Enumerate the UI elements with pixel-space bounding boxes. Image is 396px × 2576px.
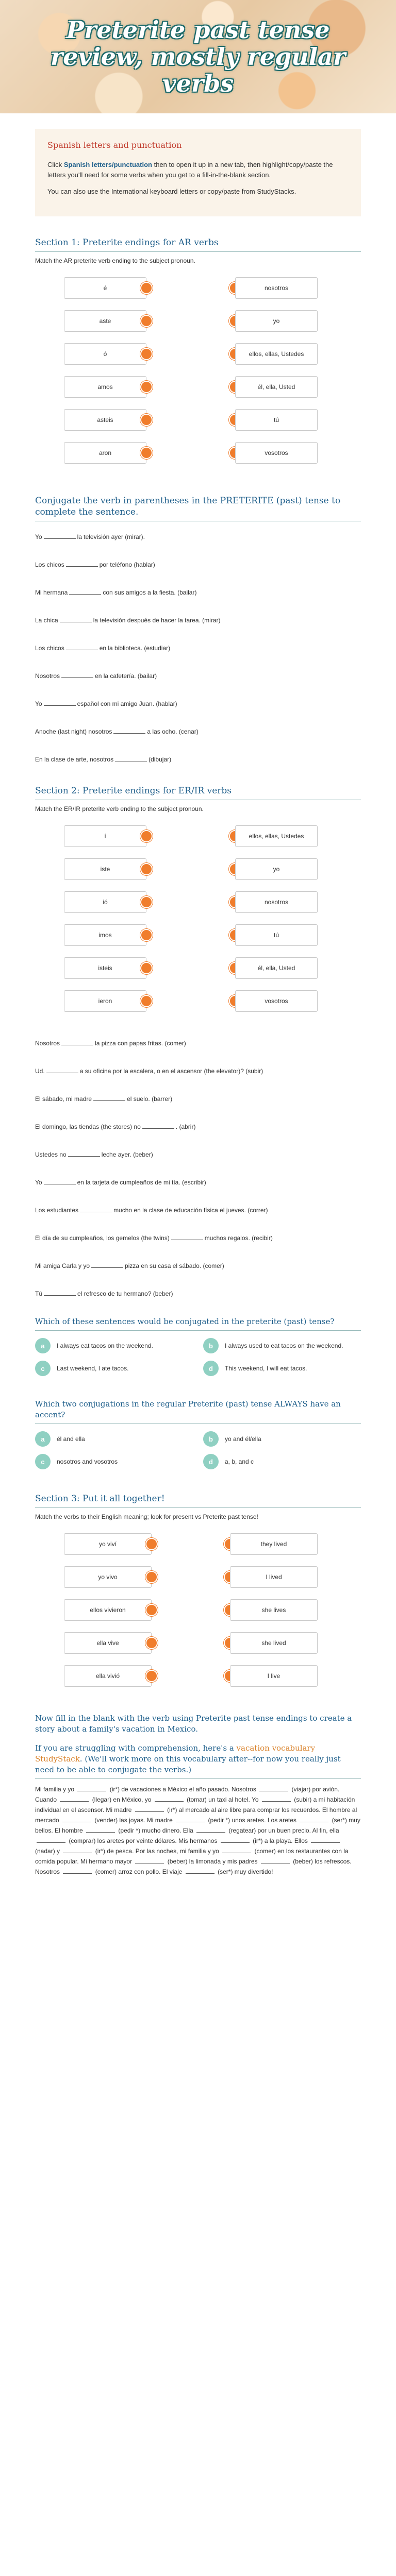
question2-options xyxy=(35,1431,361,1469)
match-row xyxy=(54,370,342,403)
match-connector-dot[interactable] xyxy=(145,1538,158,1550)
answer-blank-input[interactable] xyxy=(93,1094,125,1101)
fill-sentence xyxy=(35,1289,361,1299)
section1-instruction: Match the AR preterite verb ending to the subject pronoun. xyxy=(35,257,195,264)
fill-sentence xyxy=(35,1233,361,1243)
fill-sentence xyxy=(35,1149,361,1160)
match-right-item[interactable]: vosotros xyxy=(235,442,318,464)
answer-blank-input[interactable] xyxy=(63,1846,92,1853)
option-text: yo and él/ella xyxy=(225,1435,261,1443)
story-text: (ir*) al mercado al aire libre para comprar los recuerdos. El hombre al mercado xyxy=(35,1806,357,1824)
match-row xyxy=(54,1659,342,1692)
section2-instruction: Match the ER/IR preterite verb ending to the subject pronoun. xyxy=(35,805,204,812)
sentence-text: mucho en la clase de educación física el jueves. (correr) xyxy=(113,1207,268,1214)
answer-blank-input[interactable] xyxy=(60,1794,89,1802)
match-left-item[interactable]: imos xyxy=(64,924,146,946)
sentence-text: Los chicos xyxy=(35,645,64,652)
story-paragraph xyxy=(35,1784,361,1877)
option-letter-badge: a xyxy=(35,1338,51,1353)
sentence-text: Mi amiga Carla y yo xyxy=(35,1262,90,1269)
section3-instruction: Match the verbs to their English meaning; look for present vs Preterite past tense! xyxy=(35,1513,258,1520)
sentence-text: El domingo, las tiendas (the stores) no xyxy=(35,1123,141,1130)
fill-sentence xyxy=(35,1038,361,1048)
story-text: (ir*) a la playa. Ellos xyxy=(253,1837,308,1844)
match-connector-dot[interactable] xyxy=(145,1670,158,1682)
answer-blank-input[interactable] xyxy=(262,1794,291,1802)
match-left-item[interactable]: ellos vivieron xyxy=(64,1599,152,1621)
match-connector-dot[interactable] xyxy=(140,348,153,360)
story-subtitle xyxy=(35,1743,361,1779)
question1-text: Which of these sentences would be conjugated in the preterite (past) tense? xyxy=(35,1316,361,1331)
story-subtitle-text: If you are struggling with comprehension, here's a xyxy=(35,1743,237,1753)
match-connector-dot[interactable] xyxy=(140,962,153,974)
match-row xyxy=(54,919,342,952)
match-left-item[interactable]: ó xyxy=(64,343,146,365)
answer-option[interactable] xyxy=(35,1454,193,1469)
intro-paragraph-2: You can also use the International keyboard letters or copy/paste from StudyStacks. xyxy=(47,188,296,195)
answer-blank-input[interactable] xyxy=(311,1836,340,1843)
sentence-text: a las ocho. (cenar) xyxy=(147,728,199,735)
option-letter-badge: d xyxy=(203,1454,219,1469)
sentence-text: en la tarjeta de cumpleaños de mi tía. (escribir) xyxy=(77,1179,206,1186)
answer-blank-input[interactable] xyxy=(91,1261,123,1268)
story-text: (ser*) muy divertido! xyxy=(218,1868,273,1875)
answer-blank-input[interactable] xyxy=(66,560,98,567)
fill-sentence xyxy=(35,1066,361,1076)
match-connector-dot[interactable] xyxy=(140,830,153,842)
match-row xyxy=(54,1528,342,1561)
intro-box xyxy=(35,129,361,216)
section3-matching xyxy=(54,1528,342,1692)
sentence-text: Yo xyxy=(35,533,42,540)
match-right-item[interactable]: nosotros xyxy=(235,891,318,913)
match-connector-dot[interactable] xyxy=(145,1637,158,1649)
option-text: I always eat tacos on the weekend. xyxy=(57,1342,153,1349)
match-row xyxy=(54,403,342,436)
match-left-item[interactable]: aste xyxy=(64,310,146,332)
sentence-text: La chica xyxy=(35,617,58,624)
answer-option[interactable] xyxy=(203,1338,361,1353)
fill-sentence xyxy=(35,1122,361,1132)
sentence-text: El sábado, mi madre xyxy=(35,1095,92,1103)
sentence-text: Yo xyxy=(35,1179,42,1186)
story-text: (ser*) muy bellos. El hombre xyxy=(35,1817,360,1834)
story-text: (comer) en los restaurantes con la comida popular. Mi hermano mayor xyxy=(35,1848,349,1865)
conj1-sentences xyxy=(35,532,361,765)
answer-option[interactable] xyxy=(203,1431,361,1447)
title-banner xyxy=(0,0,396,113)
story-subtitle-text: . (We'll work more on this vocabulary after--for now you really just need to be able to conjugate the verbs.) xyxy=(35,1754,341,1774)
fill-sentence xyxy=(35,615,361,625)
match-right-item[interactable]: tú xyxy=(235,924,318,946)
sentence-text: con sus amigos a la fiesta. (bailar) xyxy=(103,589,197,596)
sentence-text: Yo xyxy=(35,700,42,707)
sentence-text: pizza en su casa el sábado. (comer) xyxy=(125,1262,224,1269)
sentence-text: El día de su cumpleaños, los gemelos (the twins) xyxy=(35,1234,170,1242)
worksheet-content xyxy=(0,129,396,1877)
section1-heading: Section 1: Preterite endings for AR verbs xyxy=(35,237,361,252)
answer-blank-input[interactable] xyxy=(86,1825,115,1833)
match-right-item[interactable]: they lived xyxy=(230,1533,318,1555)
match-right-item[interactable]: tú xyxy=(235,409,318,431)
spanish-letters-link[interactable]: Spanish letters/punctuation xyxy=(63,161,152,168)
answer-blank-input[interactable] xyxy=(61,671,93,678)
answer-blank-input[interactable] xyxy=(46,1066,78,1073)
story-text: (vender) las joyas. Mi madre xyxy=(94,1817,173,1824)
match-connector-dot[interactable] xyxy=(140,381,153,393)
story-text: (pedir *) unos aretes. Los aretes xyxy=(208,1817,296,1824)
match-right-item[interactable]: él, ella, Usted xyxy=(235,376,318,398)
match-connector-dot[interactable] xyxy=(145,1604,158,1616)
section2-heading: Section 2: Preterite endings for ER/IR verbs xyxy=(35,785,361,800)
sentence-text: la televisión después de hacer la tarea. (mirar) xyxy=(93,617,221,624)
answer-blank-input[interactable] xyxy=(80,1205,112,1212)
option-letter-badge: d xyxy=(203,1361,219,1376)
answer-blank-input[interactable] xyxy=(77,1784,106,1791)
match-left-item[interactable]: ió xyxy=(64,891,146,913)
match-row xyxy=(54,886,342,919)
answer-blank-input[interactable] xyxy=(44,699,76,706)
answer-option[interactable] xyxy=(203,1454,361,1469)
sentence-text: . (abrir) xyxy=(175,1123,196,1130)
answer-blank-input[interactable] xyxy=(261,1856,290,1863)
fill-sentence xyxy=(35,1261,361,1271)
answer-option[interactable] xyxy=(203,1361,361,1376)
option-letter-badge: c xyxy=(35,1454,51,1469)
answer-blank-input[interactable] xyxy=(60,615,92,622)
story-text: (regatear) por un buen precio. Al fin, ella xyxy=(228,1827,339,1834)
option-text: Last weekend, I ate tacos. xyxy=(57,1364,129,1372)
fill-sentence xyxy=(35,560,361,570)
sentence-text: en la biblioteca. (estudiar) xyxy=(99,645,171,652)
answer-blank-input[interactable] xyxy=(176,1815,205,1822)
section2-matching xyxy=(54,820,342,1018)
intro-heading: Spanish letters and punctuation xyxy=(47,140,182,150)
sentence-text: muchos regalos. (recibir) xyxy=(204,1234,273,1242)
match-left-item[interactable]: iste xyxy=(64,858,146,880)
story-text: (comer) arroz con pollo. El viaje xyxy=(95,1868,183,1875)
answer-blank-input[interactable] xyxy=(171,1233,203,1240)
match-connector-dot[interactable] xyxy=(140,414,153,426)
story-text: (ir*) de vacaciones a México el año pasado. Nosotros xyxy=(109,1786,256,1793)
match-right-item[interactable]: él, ella, Usted xyxy=(235,957,318,979)
sentence-text: Nosotros xyxy=(35,672,60,680)
section1-matching xyxy=(54,272,342,469)
option-letter-badge: b xyxy=(203,1431,219,1447)
intro-text: then to open it up in a new tab, then highlight/copy/paste the letters you'll need for some verbs when you get to a fill-in-the-blank section. xyxy=(47,161,333,179)
answer-blank-input[interactable] xyxy=(68,1149,100,1157)
sentence-text: la televisión ayer (mirar). xyxy=(77,533,145,540)
story-text: (pedir *) mucho dinero. Ella xyxy=(118,1827,193,1834)
sentence-text: Anoche (last night) nosotros xyxy=(35,728,112,735)
match-right-item[interactable]: I live xyxy=(230,1665,318,1687)
answer-option[interactable] xyxy=(35,1361,193,1376)
intro-text: Click xyxy=(47,161,64,168)
option-letter-badge: b xyxy=(203,1338,219,1353)
match-left-item[interactable]: yo vivo xyxy=(64,1566,152,1588)
answer-blank-input[interactable] xyxy=(61,1038,93,1045)
story-text: (tomar) un taxi al hotel. Yo xyxy=(187,1796,259,1803)
answer-blank-input[interactable] xyxy=(44,1177,76,1184)
conj2-sentences xyxy=(35,1038,361,1299)
match-row xyxy=(54,436,342,469)
answer-blank-input[interactable] xyxy=(44,1289,76,1296)
match-connector-dot[interactable] xyxy=(140,863,153,875)
match-connector-dot[interactable] xyxy=(145,1571,158,1583)
answer-blank-input[interactable] xyxy=(142,1122,174,1129)
fill-sentence xyxy=(35,699,361,709)
match-left-item[interactable]: ella vivió xyxy=(64,1665,152,1687)
match-right-item[interactable]: vosotros xyxy=(235,990,318,1012)
answer-blank-input[interactable] xyxy=(37,1836,65,1843)
match-left-item[interactable]: yo viví xyxy=(64,1533,152,1555)
story-text: (llegar) en México, yo xyxy=(92,1796,152,1803)
sentence-text: a su oficina por la escalera, o en el ascensor (the elevator)? (subir) xyxy=(79,1067,263,1075)
fill-sentence xyxy=(35,1205,361,1215)
story-text: (beber) la limonada y mis padres xyxy=(167,1858,258,1865)
sentence-text: en la cafetería. (bailar) xyxy=(95,672,157,680)
answer-blank-input[interactable] xyxy=(135,1856,164,1863)
sentence-text: Nosotros xyxy=(35,1040,60,1047)
story-title: Now fill in the blank with the verb using Preterite past tense endings to create a story about a family's vacation in Mexico. xyxy=(35,1714,352,1734)
fill-sentence xyxy=(35,587,361,598)
page-title: Preterite past tense review, mostly regular verbs xyxy=(50,16,346,97)
sentence-text: Ud. xyxy=(35,1067,45,1075)
fill-sentence xyxy=(35,532,361,542)
sentence-text: la pizza con papas fritas. (comer) xyxy=(95,1040,186,1047)
match-row xyxy=(54,985,342,1018)
answer-blank-input[interactable] xyxy=(69,587,101,595)
sentence-text: el suelo. (barrer) xyxy=(127,1095,173,1103)
match-connector-dot[interactable] xyxy=(140,929,153,941)
match-left-item[interactable]: ella vive xyxy=(64,1632,152,1654)
match-connector-dot[interactable] xyxy=(140,995,153,1007)
match-right-item[interactable]: she lives xyxy=(230,1599,318,1621)
option-text: I always used to eat tacos on the weekend. xyxy=(225,1342,343,1349)
sentence-text: Ustedes no xyxy=(35,1151,67,1158)
fill-sentence xyxy=(35,754,361,765)
answer-blank-input[interactable] xyxy=(115,754,147,761)
answer-blank-input[interactable] xyxy=(196,1825,225,1833)
match-right-item[interactable]: nosotros xyxy=(235,277,318,299)
question1-options xyxy=(35,1338,361,1376)
fill-sentence xyxy=(35,726,361,737)
story-text: (ir*) de pesca. Por las noches, mi familia y yo xyxy=(95,1848,219,1855)
vocabulary-studystack-link[interactable]: vacation vocabulary StudyStack xyxy=(35,1743,316,1764)
section3-heading: Section 3: Put it all together! xyxy=(35,1493,361,1508)
answer-blank-input[interactable] xyxy=(300,1815,328,1822)
answer-blank-input[interactable] xyxy=(221,1836,250,1843)
match-row xyxy=(54,1594,342,1626)
sentence-text: Mi hermana xyxy=(35,589,68,596)
fill-sentence xyxy=(35,643,361,653)
option-letter-badge: c xyxy=(35,1361,51,1376)
story-text: (beber) los refrescos. Nosotros xyxy=(35,1858,352,1875)
match-connector-dot[interactable] xyxy=(140,282,153,294)
match-row xyxy=(54,820,342,853)
story-text: (nadar) y xyxy=(35,1848,60,1855)
match-connector-dot[interactable] xyxy=(140,447,153,459)
sentence-text: En la clase de arte, nosotros xyxy=(35,756,114,763)
story-text: (comprar) los aretes por veinte dólares. Mis hermanos xyxy=(69,1837,218,1844)
answer-blank-input[interactable] xyxy=(186,1867,214,1874)
fill-sentence xyxy=(35,1177,361,1188)
conj1-heading: Conjugate the verb in parentheses in the PRETERITE (past) tense to complete the sentence. xyxy=(35,495,361,521)
sentence-text: (dibujar) xyxy=(148,756,172,763)
sentence-text: por teléfono (hablar) xyxy=(99,561,155,568)
match-row xyxy=(54,952,342,985)
match-row xyxy=(54,1626,342,1659)
option-text: él and ella xyxy=(57,1435,85,1443)
answer-option[interactable] xyxy=(35,1431,193,1447)
answer-blank-input[interactable] xyxy=(259,1784,288,1791)
answer-blank-input[interactable] xyxy=(66,643,98,650)
sentence-text: Los estudiantes xyxy=(35,1207,79,1214)
match-row xyxy=(54,272,342,304)
match-right-item[interactable]: I lived xyxy=(230,1566,318,1588)
sentence-text: español con mi amigo Juan. (hablar) xyxy=(77,700,177,707)
match-left-item[interactable]: é xyxy=(64,277,146,299)
intro-paragraph-1 xyxy=(47,160,349,180)
answer-blank-input[interactable] xyxy=(135,1805,164,1812)
sentence-text: el refresco de tu hermano? (beber) xyxy=(77,1290,173,1297)
match-right-item[interactable]: she lived xyxy=(230,1632,318,1654)
match-left-item[interactable]: asteis xyxy=(64,409,146,431)
fill-sentence xyxy=(35,1094,361,1104)
story-text: Mi familia y yo xyxy=(35,1786,75,1793)
match-connector-dot[interactable] xyxy=(140,315,153,327)
answer-blank-input[interactable] xyxy=(222,1846,251,1853)
option-letter-badge: a xyxy=(35,1431,51,1447)
match-connector-dot[interactable] xyxy=(140,896,153,908)
match-row xyxy=(54,853,342,886)
answer-option[interactable] xyxy=(35,1338,193,1353)
answer-blank-input[interactable] xyxy=(62,1815,91,1822)
match-right-item[interactable]: ellos, ellas, Ustedes xyxy=(235,825,318,847)
option-text: This weekend, I will eat tacos. xyxy=(225,1364,307,1372)
sentence-text: Los chicos xyxy=(35,561,64,568)
match-row xyxy=(54,304,342,337)
match-row xyxy=(54,337,342,370)
match-row xyxy=(54,1561,342,1594)
match-left-item[interactable]: í xyxy=(64,825,146,847)
story-text: (subir) a mi habitación individual en el ascensor. Mi madre xyxy=(35,1796,355,1814)
match-right-item[interactable]: yo xyxy=(235,858,318,880)
match-left-item[interactable]: isteis xyxy=(64,957,146,979)
match-right-item[interactable]: yo xyxy=(235,310,318,332)
sentence-text: leche ayer. (beber) xyxy=(101,1151,153,1158)
match-right-item[interactable]: ellos, ellas, Ustedes xyxy=(235,343,318,365)
sentence-text: Tú xyxy=(35,1290,43,1297)
option-text: a, b, and c xyxy=(225,1458,254,1465)
answer-blank-input[interactable] xyxy=(63,1867,92,1874)
answer-blank-input[interactable] xyxy=(155,1794,184,1802)
match-left-item[interactable]: ieron xyxy=(64,990,146,1012)
match-left-item[interactable]: aron xyxy=(64,442,146,464)
fill-sentence xyxy=(35,671,361,681)
story-text: (viajar) por avión. Cuando xyxy=(35,1786,340,1803)
match-left-item[interactable]: amos xyxy=(64,376,146,398)
question2-text: Which two conjugations in the regular Preterite (past) tense ALWAYS have an accent? xyxy=(35,1399,361,1424)
option-text: nosotros and vosotros xyxy=(57,1458,118,1465)
answer-blank-input[interactable] xyxy=(44,532,76,539)
answer-blank-input[interactable] xyxy=(113,726,145,734)
